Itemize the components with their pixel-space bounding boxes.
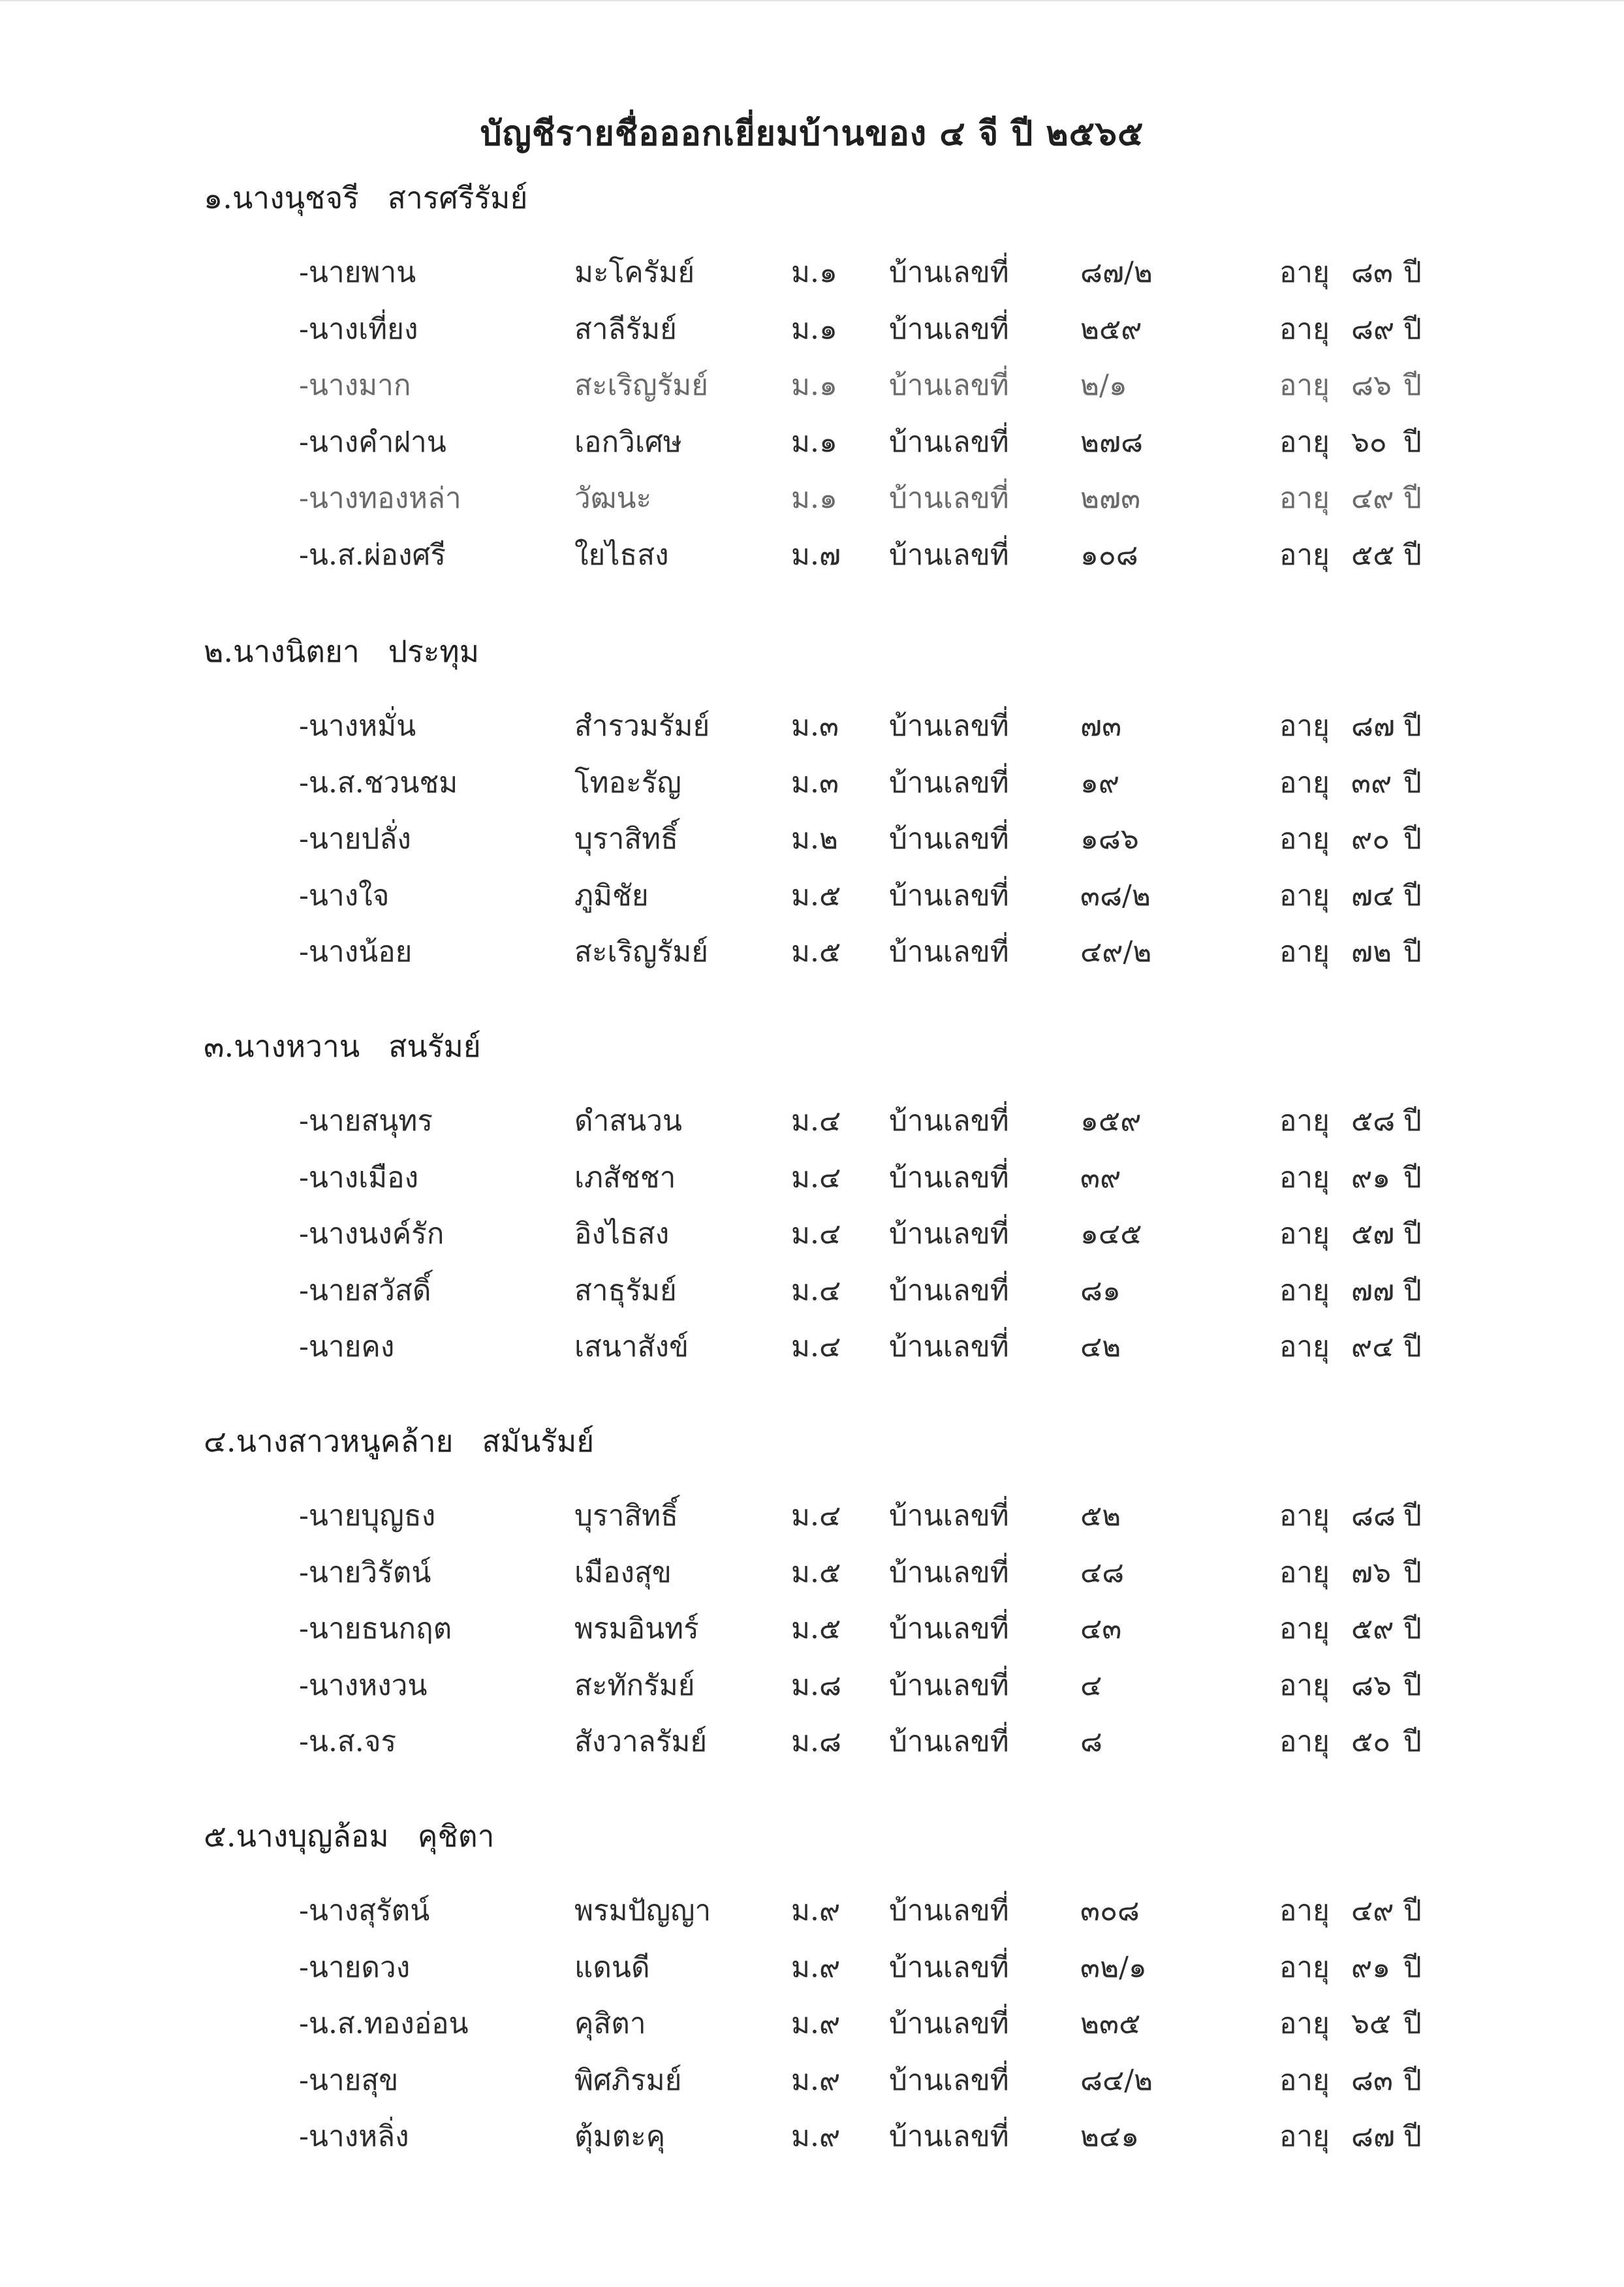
village-moo: ม.๓: [791, 709, 839, 743]
age-unit: ปี: [1403, 2063, 1422, 2097]
age-label: อายุ: [1279, 935, 1330, 969]
house-number-label: บ้านเลขที่: [889, 1104, 1009, 1138]
age-value: ๘๗: [1351, 2120, 1396, 2153]
house-number: ๒๕๙: [1080, 312, 1142, 346]
member-row: [0, 1324, 1624, 1380]
house-number: ๑๙: [1080, 766, 1120, 800]
house-number-label: บ้านเลขที่: [889, 822, 1009, 856]
village-moo: ม.๕: [791, 879, 841, 912]
member-surname: สาธุรัมย์: [574, 1273, 677, 1307]
age-unit: ปี: [1403, 709, 1422, 743]
member-row: [0, 1888, 1624, 1944]
house-number: ๒๓๕: [1080, 2007, 1141, 2040]
village-moo: ม.๒: [791, 822, 838, 856]
house-number: ๘: [1080, 1725, 1102, 1758]
age-unit: ปี: [1403, 425, 1422, 459]
age-unit: ปี: [1403, 1160, 1422, 1194]
age-value: ๓๙: [1351, 766, 1392, 800]
member-surname: เอกวิเศษ: [574, 425, 682, 459]
age-value: ๗๗: [1351, 1273, 1395, 1307]
age-unit: ปี: [1403, 1612, 1422, 1645]
member-name: -นางนงค์รัก: [299, 1217, 445, 1251]
house-number-label: บ้านเลขที่: [889, 1273, 1009, 1307]
member-name: -นายพาน: [299, 256, 416, 289]
member-row: [0, 1155, 1624, 1211]
house-number-label: บ้านเลขที่: [889, 935, 1009, 969]
member-row: [0, 1098, 1624, 1154]
age-value: ๔๙: [1351, 1894, 1394, 1927]
house-number-label: บ้านเลขที่: [889, 1555, 1009, 1589]
house-number-label: บ้านเลขที่: [889, 2120, 1009, 2153]
member-name: -น.ส.จร: [299, 1725, 397, 1758]
group-number: ๔.: [204, 1424, 236, 1459]
house-number-label: บ้านเลขที่: [889, 1330, 1009, 1363]
member-row: [0, 1549, 1624, 1606]
leader-surname: สมันรัมย์: [482, 1424, 595, 1459]
group-4: [0, 1418, 1624, 1775]
house-number-label: บ้านเลขที่: [889, 766, 1009, 800]
age-value: ๕๐: [1351, 1725, 1391, 1758]
age-unit: ปี: [1403, 482, 1422, 515]
age-value: ๗๒: [1351, 935, 1392, 969]
member-name: -นางคำฝาน: [299, 425, 446, 459]
age-label: อายุ: [1279, 766, 1330, 800]
age-label: อายุ: [1279, 2007, 1330, 2040]
age-value: ๘๗: [1351, 709, 1396, 743]
member-surname: แดนดี: [574, 1950, 650, 1984]
leader-name: นางบุญล้อม: [236, 1818, 389, 1854]
village-moo: ม.๔: [791, 1499, 841, 1532]
house-number: ๒๗๓: [1080, 482, 1141, 515]
age-unit: ปี: [1403, 1555, 1422, 1589]
member-surname: สะเริญรัมย์: [574, 935, 709, 969]
age-label: อายุ: [1279, 2120, 1330, 2153]
member-surname: พิศภิรมย์: [574, 2063, 682, 2097]
member-surname: สำรวมรัมย์: [574, 709, 710, 743]
member-name: -น.ส.ทองอ่อน: [299, 2007, 469, 2040]
member-name: -นางใจ: [299, 879, 390, 912]
age-label: อายุ: [1279, 822, 1330, 856]
village-moo: ม.๑: [791, 369, 837, 402]
village-moo: ม.๙: [791, 1894, 841, 1927]
village-moo: ม.๓: [791, 766, 839, 800]
house-number: ๘๑: [1080, 1273, 1121, 1307]
member-name: -นางเมือง: [299, 1160, 419, 1194]
group-leader-heading: [204, 1812, 494, 1860]
age-unit: ปี: [1403, 935, 1422, 969]
age-label: อายุ: [1279, 2063, 1330, 2097]
house-number-label: บ้านเลขที่: [889, 2063, 1009, 2097]
member-surname: ใยไธสง: [574, 538, 669, 572]
house-number: ๒๔๑: [1080, 2120, 1140, 2153]
age-label: อายุ: [1279, 1668, 1330, 1702]
village-moo: ม.๔: [791, 1330, 841, 1363]
age-value: ๕๘: [1351, 1104, 1396, 1138]
house-number-label: บ้านเลขที่: [889, 1725, 1009, 1758]
village-moo: ม.๘: [791, 1668, 841, 1702]
village-moo: ม.๑: [791, 425, 837, 459]
member-row: [0, 1662, 1624, 1719]
age-value: ๖๕: [1351, 2007, 1392, 2040]
document-title: บัญชีรายชื่อออกเยี่ยมบ้านของ ๔ จี ปี ๒๕๖๕: [480, 114, 1144, 153]
member-row: [0, 1606, 1624, 1662]
group-number: ๕.: [204, 1818, 236, 1854]
house-number: ๔๘: [1080, 1555, 1125, 1589]
member-surname: ตุ้มตะคุ: [574, 2120, 666, 2153]
age-unit: ปี: [1403, 538, 1422, 572]
member-name: -นางหงวน: [299, 1668, 428, 1702]
member-row: [0, 2000, 1624, 2057]
age-value: ๗๖: [1351, 1555, 1392, 1589]
member-name: -น.ส.ผ่องศรี: [299, 538, 446, 572]
leader-name: นางหวาน: [234, 1029, 360, 1064]
member-name: -นายบุญธง: [299, 1499, 436, 1532]
house-number: ๑๔๕: [1080, 1217, 1142, 1251]
member-row: [0, 1944, 1624, 2000]
age-label: อายุ: [1279, 1160, 1330, 1194]
house-number-label: บ้านเลขที่: [889, 1612, 1009, 1645]
leader-name: นางนุชจรี: [232, 180, 359, 215]
age-unit: ปี: [1403, 879, 1422, 912]
member-row: [0, 249, 1624, 305]
member-row: [0, 1719, 1624, 1775]
house-number: ๘๗/๒: [1080, 256, 1153, 289]
house-number: ๒๗๘: [1080, 425, 1144, 459]
member-surname: คุสิตา: [574, 2007, 646, 2040]
age-value: ๙๑: [1351, 1950, 1391, 1984]
village-moo: ม.๔: [791, 1160, 841, 1194]
member-surname: สังวาลรัมย์: [574, 1725, 708, 1758]
member-name: -น.ส.ชวนชม: [299, 766, 458, 800]
house-number-label: บ้านเลขที่: [889, 1499, 1009, 1532]
age-label: อายุ: [1279, 1894, 1330, 1927]
member-name: -นางหลิ่ง: [299, 2120, 409, 2153]
age-unit: ปี: [1403, 1725, 1422, 1758]
house-number-label: บ้านเลขที่: [889, 538, 1009, 572]
village-moo: ม.๔: [791, 1273, 841, 1307]
age-label: อายุ: [1279, 256, 1330, 289]
member-row: [0, 532, 1624, 588]
house-number-label: บ้านเลขที่: [889, 312, 1009, 346]
group-2: [0, 628, 1624, 986]
member-row: [0, 1211, 1624, 1267]
house-number: ๓๙: [1080, 1160, 1121, 1194]
member-surname: พรมอินทร์: [574, 1612, 699, 1645]
group-leader-heading: [204, 1023, 481, 1070]
age-label: อายุ: [1279, 709, 1330, 743]
age-value: ๗๔: [1351, 879, 1395, 912]
member-surname: บุราสิทธิ์: [574, 822, 678, 856]
village-moo: ม.๑: [791, 256, 837, 289]
age-label: อายุ: [1279, 1217, 1330, 1251]
group-3: [0, 1023, 1624, 1380]
group-leader-heading: [204, 174, 527, 222]
house-number-label: บ้านเลขที่: [889, 425, 1009, 459]
village-moo: ม.๙: [791, 1950, 841, 1984]
house-number: ๓๒/๑: [1080, 1950, 1147, 1984]
house-number: ๔๓: [1080, 1612, 1122, 1645]
member-surname: ภูมิชัย: [574, 879, 649, 912]
member-surname: สะเริญรัมย์: [574, 369, 709, 402]
age-value: ๙๔: [1351, 1330, 1394, 1363]
group-1: [0, 174, 1624, 588]
group-number: ๓.: [204, 1029, 234, 1064]
house-number: ๑๕๙: [1080, 1104, 1142, 1138]
leader-name: นางสาวหนูคล้าย: [236, 1424, 454, 1459]
age-label: อายุ: [1279, 1273, 1330, 1307]
age-label: อายุ: [1279, 879, 1330, 912]
house-number: ๗๓: [1080, 709, 1122, 743]
member-name: -นางน้อย: [299, 935, 413, 969]
member-name: -นายคง: [299, 1330, 395, 1363]
age-label: อายุ: [1279, 369, 1330, 402]
age-unit: ปี: [1403, 1104, 1422, 1138]
village-moo: ม.๕: [791, 935, 841, 969]
age-label: อายุ: [1279, 1104, 1330, 1138]
age-label: อายุ: [1279, 1612, 1330, 1645]
house-number: ๔๙/๒: [1080, 935, 1152, 969]
age-unit: ปี: [1403, 1950, 1422, 1984]
group-5: [0, 1812, 1624, 2170]
age-unit: ปี: [1403, 1273, 1422, 1307]
age-value: ๘๖: [1351, 369, 1392, 402]
age-value: ๙๐: [1351, 822, 1390, 856]
member-surname: พรมปัญญา: [574, 1894, 711, 1927]
house-number-label: บ้านเลขที่: [889, 1668, 1009, 1702]
member-row: [0, 2113, 1624, 2170]
member-row: [0, 703, 1624, 759]
age-value: ๘๙: [1351, 312, 1395, 346]
member-name: -นายสุข: [299, 2063, 399, 2097]
village-moo: ม.๕: [791, 1612, 841, 1645]
age-label: อายุ: [1279, 425, 1330, 459]
village-moo: ม.๔: [791, 1104, 841, 1138]
leader-name: นางนิตยา: [232, 634, 360, 669]
member-row: [0, 760, 1624, 816]
age-unit: ปี: [1403, 2007, 1422, 2040]
member-row: [0, 419, 1624, 475]
member-row: [0, 816, 1624, 872]
age-value: ๘๓: [1351, 2063, 1394, 2097]
village-moo: ม.๘: [791, 1725, 841, 1758]
group-number: ๒.: [204, 634, 233, 669]
house-number-label: บ้านเลขที่: [889, 482, 1009, 515]
member-surname: เมืองสุข: [574, 1555, 672, 1589]
leader-surname: สารศรีรัมย์: [387, 180, 528, 215]
member-name: -นายสวัสดิ์: [299, 1273, 431, 1307]
age-unit: ปี: [1403, 822, 1422, 856]
age-unit: ปี: [1403, 369, 1422, 402]
age-value: ๙๑: [1351, 1160, 1391, 1194]
village-moo: ม.๑: [791, 482, 837, 515]
village-moo: ม.๕: [791, 1555, 841, 1589]
age-label: อายุ: [1279, 1330, 1330, 1363]
member-row: [0, 1268, 1624, 1324]
age-unit: ปี: [1403, 1330, 1422, 1363]
member-name: -นางมาก: [299, 369, 411, 402]
age-unit: ปี: [1403, 1499, 1422, 1532]
house-number-label: บ้านเลขที่: [889, 369, 1009, 402]
house-number-label: บ้านเลขที่: [889, 1950, 1009, 1984]
leader-surname: ประทุม: [388, 634, 480, 669]
age-unit: ปี: [1403, 1894, 1422, 1927]
house-number-label: บ้านเลขที่: [889, 256, 1009, 289]
member-surname: บุราสิทธิ์: [574, 1499, 678, 1532]
age-unit: ปี: [1403, 766, 1422, 800]
house-number-label: บ้านเลขที่: [889, 1217, 1009, 1251]
age-unit: ปี: [1403, 312, 1422, 346]
member-surname: เสนาสังข์: [574, 1330, 689, 1363]
member-surname: มะโครัมย์: [574, 256, 695, 289]
village-moo: ม.๑: [791, 312, 837, 346]
house-number: ๑๐๘: [1080, 538, 1138, 572]
member-name: -นายดวง: [299, 1950, 411, 1984]
member-name: -นางสุรัตน์: [299, 1894, 430, 1927]
group-leader-heading: [204, 628, 479, 676]
member-surname: ดำสนวน: [574, 1104, 682, 1138]
age-value: ๖๐: [1351, 425, 1387, 459]
house-number-label: บ้านเลขที่: [889, 1894, 1009, 1927]
house-number-label: บ้านเลขที่: [889, 1160, 1009, 1194]
village-moo: ม.๙: [791, 2007, 841, 2040]
member-surname: โทอะรัญ: [574, 766, 681, 800]
house-number: ๘๔/๒: [1080, 2063, 1153, 2097]
age-label: อายุ: [1279, 482, 1330, 515]
age-value: ๕๕: [1351, 538, 1395, 572]
house-number: ๔: [1080, 1668, 1102, 1702]
member-name: -นายธนกฤต: [299, 1612, 452, 1645]
group-leader-heading: [204, 1418, 594, 1465]
age-unit: ปี: [1403, 256, 1422, 289]
age-label: อายุ: [1279, 1725, 1330, 1758]
age-unit: ปี: [1403, 1668, 1422, 1702]
age-value: ๘๓: [1351, 256, 1394, 289]
age-label: อายุ: [1279, 1555, 1330, 1589]
village-moo: ม.๙: [791, 2063, 841, 2097]
age-unit: ปี: [1403, 2120, 1422, 2153]
member-row: [0, 1493, 1624, 1549]
age-value: ๘๖: [1351, 1668, 1392, 1702]
house-number: ๓๘/๒: [1080, 879, 1151, 912]
member-row: [0, 475, 1624, 531]
age-value: ๔๙: [1351, 482, 1394, 515]
group-number: ๑.: [204, 180, 232, 215]
house-number: ๕๒: [1080, 1499, 1121, 1532]
age-value: ๘๘: [1351, 1499, 1396, 1532]
age-value: ๕๙: [1351, 1612, 1394, 1645]
age-label: อายุ: [1279, 1499, 1330, 1532]
member-name: -นางเที่ยง: [299, 312, 418, 346]
age-label: อายุ: [1279, 1950, 1330, 1984]
leader-surname: คุชิตา: [417, 1818, 495, 1854]
member-row: [0, 362, 1624, 418]
age-label: อายุ: [1279, 312, 1330, 346]
age-value: ๕๗: [1351, 1217, 1395, 1251]
house-number: ๒/๑: [1080, 369, 1127, 402]
member-name: -นายปลั่ง: [299, 822, 411, 856]
leader-surname: สนรัมย์: [388, 1029, 481, 1064]
member-name: -นางหมั่น: [299, 709, 416, 743]
member-surname: วัฒนะ: [574, 482, 652, 515]
house-number-label: บ้านเลขที่: [889, 709, 1009, 743]
village-moo: ม.๔: [791, 1217, 841, 1251]
member-row: [0, 306, 1624, 362]
house-number-label: บ้านเลขที่: [889, 879, 1009, 912]
house-number-label: บ้านเลขที่: [889, 2007, 1009, 2040]
house-number: ๑๘๖: [1080, 822, 1139, 856]
member-surname: สาลีรัมย์: [574, 312, 677, 346]
village-moo: ม.๗: [791, 538, 841, 572]
house-number: ๓๐๘: [1080, 1894, 1140, 1927]
member-name: -นางทองหล่า: [299, 482, 461, 515]
member-name: -นายสนุทร: [299, 1104, 433, 1138]
age-label: อายุ: [1279, 538, 1330, 572]
member-surname: อิงไธสง: [574, 1217, 670, 1251]
member-surname: สะทักรัมย์: [574, 1668, 695, 1702]
member-row: [0, 929, 1624, 985]
age-unit: ปี: [1403, 1217, 1422, 1251]
village-moo: ม.๙: [791, 2120, 841, 2153]
member-name: -นายวิรัตน์: [299, 1555, 431, 1589]
member-surname: เภสัชชา: [574, 1160, 676, 1194]
house-number: ๔๒: [1080, 1330, 1121, 1363]
member-row: [0, 873, 1624, 929]
member-row: [0, 2057, 1624, 2113]
